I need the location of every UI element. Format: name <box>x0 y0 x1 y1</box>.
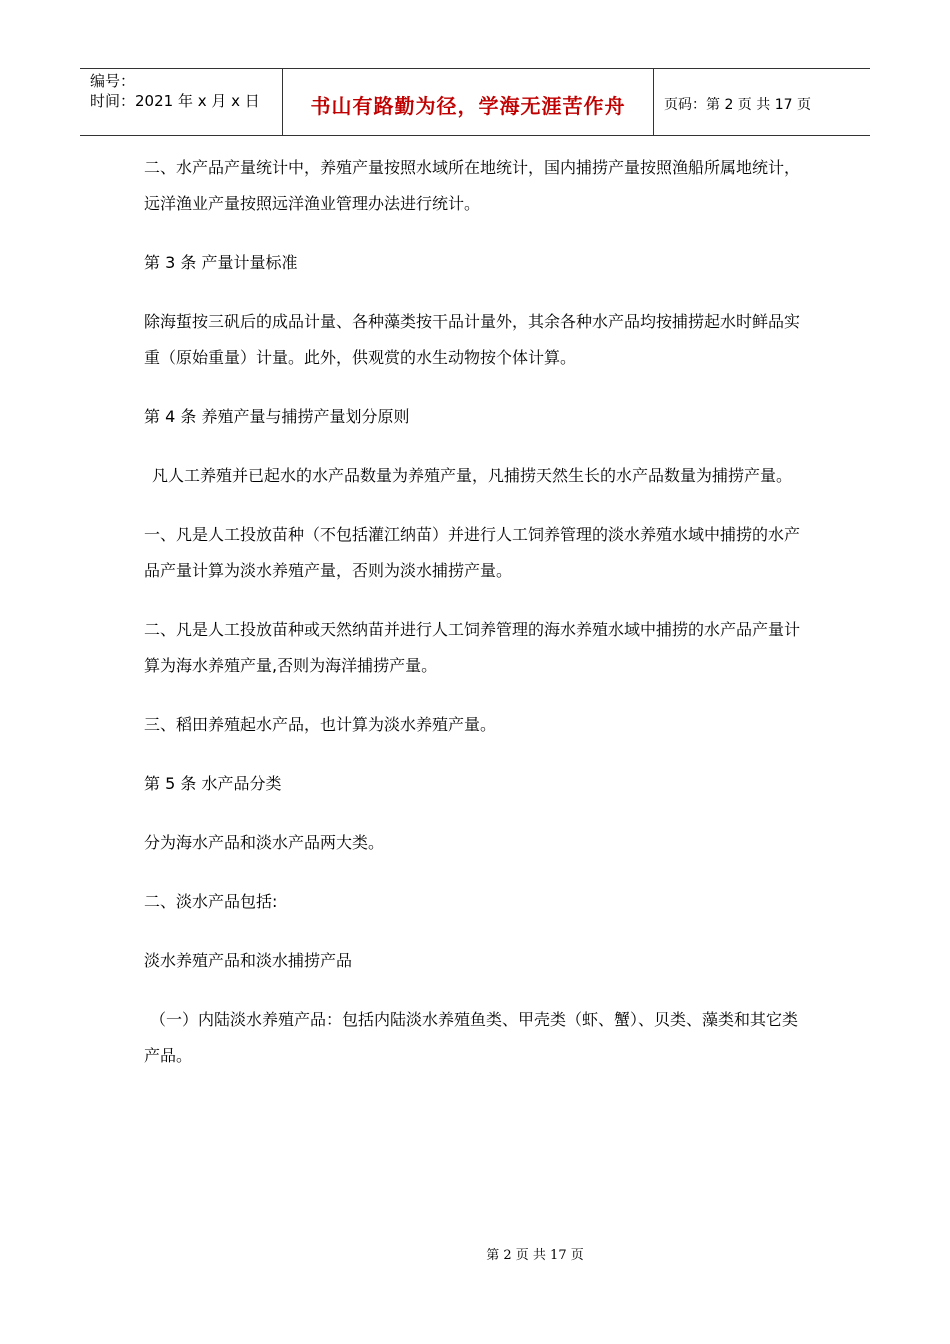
body-paragraph: 一、凡是人工投放苗种（不包括灌江纳苗）并进行人工饲养管理的淡水养殖水域中捕捞的水产品产量计算为淡水养殖产量，否则为淡水捕捞产量。 <box>144 525 801 580</box>
section-heading: 第 5 条 水产品分类 <box>144 774 282 793</box>
body-paragraph: 二、凡是人工投放苗种或天然纳苗并进行人工饲养管理的海水养殖水域中捕捞的水产品产量计算为海水养殖产量,否则为海洋捕捞产量。 <box>144 620 801 675</box>
section-heading: 第 3 条 产量计量标准 <box>144 253 298 272</box>
body-paragraph: （一）内陆淡水养殖产品：包括内陆淡水养殖鱼类、甲壳类（虾、蟹）、贝类、藻类和其它类产品。 <box>144 1010 799 1065</box>
page-footer: 第 2 页 共 17 页 <box>486 1248 584 1263</box>
document-number-label: 编号： <box>90 72 136 90</box>
header-table <box>80 68 870 136</box>
header-page-label: 页码：第 2 页 共 17 页 <box>664 97 811 113</box>
body-paragraph: 二、水产品产量统计中，养殖产量按照水域所在地统计，国内捕捞产量按照渔船所属地统计，远洋渔业产量按照远洋渔业管理办法进行统计。 <box>144 158 801 213</box>
body-paragraph: 分为海水产品和淡水产品两大类。 <box>144 833 385 852</box>
body-paragraph: 二、淡水产品包括: <box>144 892 278 911</box>
header-motto: 书山有路勤为径，学海无涯苦作舟 <box>282 69 654 135</box>
section-heading: 第 4 条 养殖产量与捕捞产量划分原则 <box>144 407 410 426</box>
body-paragraph: 淡水养殖产品和淡水捕捞产品 <box>144 951 353 970</box>
header-info-cell <box>80 69 282 135</box>
body-paragraph: 凡人工养殖并已起水的水产品数量为养殖产量，凡捕捞天然生长的水产品数量为捕捞产量。 <box>152 466 793 485</box>
document-body <box>144 150 804 1097</box>
body-paragraph: 除海蜇按三矾后的成品计量、各种藻类按干品计量外，其余各种水产品均按捕捞起水时鲜品实重（原始重量）计量。此外，供观赏的水生动物按个体计算。 <box>144 312 801 367</box>
document-date-label: 时间：2021 年 x 月 x 日 <box>90 92 260 110</box>
body-paragraph: 三、稻田养殖起水产品，也计算为淡水养殖产量。 <box>144 715 497 734</box>
